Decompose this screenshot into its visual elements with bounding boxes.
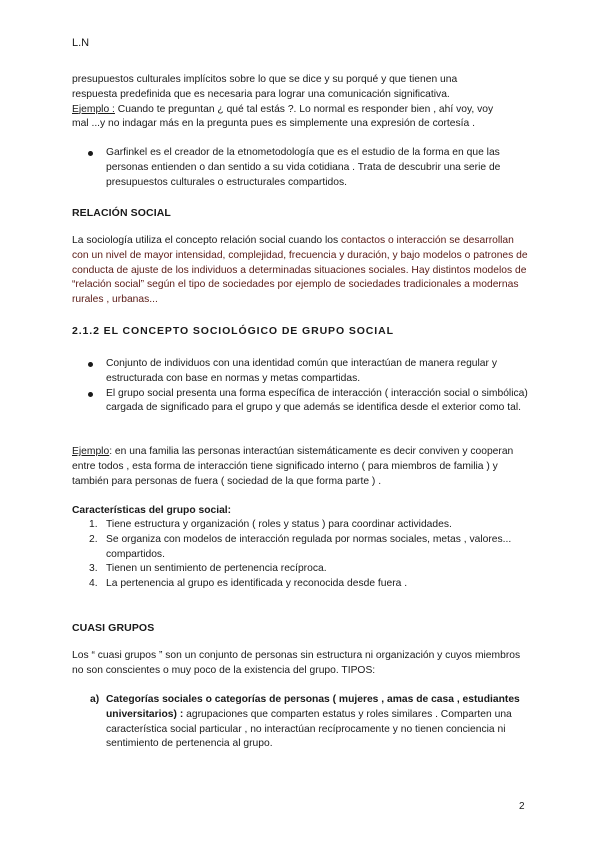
intro-example-cont: mal ...y no indagar más en la pregunta pues es simplemente una expresión de cortesía .: [72, 118, 475, 130]
page-number: 2: [519, 801, 525, 812]
intro-line-2: respuesta predefinida que es necesaria para lograr una comunicación significativa.: [72, 88, 450, 100]
section-heading-relacion-social: RELACIÓN SOCIAL: [72, 207, 171, 219]
intro-paragraph: [72, 73, 532, 132]
section-heading-grupo-social: 2.1.2 EL CONCEPTO SOCIOLÓGICO DE GRUPO SOCIAL: [72, 325, 394, 337]
example-text-1: Cuando te preguntan ¿ qué tal estás ?. Lo normal es responder bien , ahí voy, voy: [114, 103, 494, 115]
example-label: Ejemplo :: [72, 103, 115, 115]
header-initials: L.N: [72, 37, 90, 49]
caracteristicas-list: [72, 518, 530, 592]
relacion-social-paragraph: La sociología utiliza el concepto relación social cuando los contactos o interacción se desarrollan con un nivel de mayor intensidad, complejidad, frecuencia y duración, y bajo modelos o patrones de conducta de ajuste de los individuos a determinadas situaciones sociales. Hay distintos modelos de “relación social” según el tipo de sociedades por ejemplo de sociedades tradicionales a modernas rurales , urbanas...: [72, 235, 528, 306]
intro-example: [72, 103, 532, 118]
grupo-social-example: Ejemplo: en una familia las personas interactúan sistemáticamente es decir conviven y cooperan entre todos , esta forma de interacción tiene significado interno ( para miembros de familia ) y también para personas de fuera ( sociedad de la que forma parte ) .: [72, 446, 514, 487]
list-item: 1. Tiene estructura y organización ( roles y status ) para coordinar actividades.: [89, 519, 452, 530]
bullet-icon: [88, 151, 93, 156]
cuasi-grupos-item-a: a) Categorías sociales o categorías de personas ( mujeres , amas de casa , estudiantes universitarios) : agrupaciones que comparten estatus y roles similares . Comparten una característica social particular , no interactúan recíprocamente y no tienen conciencia ni sentimiento de pertenencia al grupo.: [90, 694, 520, 750]
intro-line-1: presupuestos culturales implícitos sobre lo que se dice y su porqué y que tienen una: [72, 74, 458, 85]
list-item: El grupo social presenta una forma específica de interacción ( interacción social o simbólica) cargada de significado para el grupo y que además se identifica desde el exterior como tal.: [72, 387, 530, 417]
relacion-social-highlight: contactos o interacción se desarrollan con un nivel de mayor intensidad, complejidad, frecuencia y duración, y bajo modelos o patrones de conducta de ajuste de los individuos a determinadas situaciones sociales. Hay distintos modelos de “relación social” según el tipo de sociedades por ejemplo de sociedades tradicionales a modernas rurales , urbanas...: [72, 235, 528, 306]
bullet-icon: [88, 392, 93, 397]
list-item: Conjunto de individuos con una identidad común que interactúan de manera regular y estructurada con base en normas y metas compartidas.: [72, 357, 530, 387]
grupo-social-list: [72, 357, 530, 416]
bullet-icon: [88, 362, 93, 367]
example-label: Ejemplo: [72, 446, 110, 457]
list-item: Garfinkel es el creador de la etnometodología que es el estudio de la forma en que las personas entienden o dan sentido a su vida cotidiana . Trata de descubrir una serie de presupuestos culturales o estructurales compartidos.: [72, 146, 530, 190]
garfinkel-list: [72, 146, 530, 190]
caracteristicas-title: Características del grupo social:: [72, 505, 232, 516]
cuasi-grupos-paragraph: Los “ cuasi grupos ” son un conjunto de personas sin estructura ni organización y cuyos miembros no son conscientes o muy poco de la existencia del grupo. TIPOS:: [72, 650, 521, 676]
list-item: 4. La pertenencia al grupo es identificada y reconocida desde fuera .: [89, 578, 408, 590]
list-item: 2. Se organiza con modelos de interacción regulada por normas sociales, metas , valores... compartidos.: [89, 533, 512, 560]
list-item: 3. Tienen un sentimiento de pertenencia recíproca.: [89, 563, 327, 575]
section-heading-cuasi-grupos: CUASI GRUPOS: [72, 622, 155, 634]
